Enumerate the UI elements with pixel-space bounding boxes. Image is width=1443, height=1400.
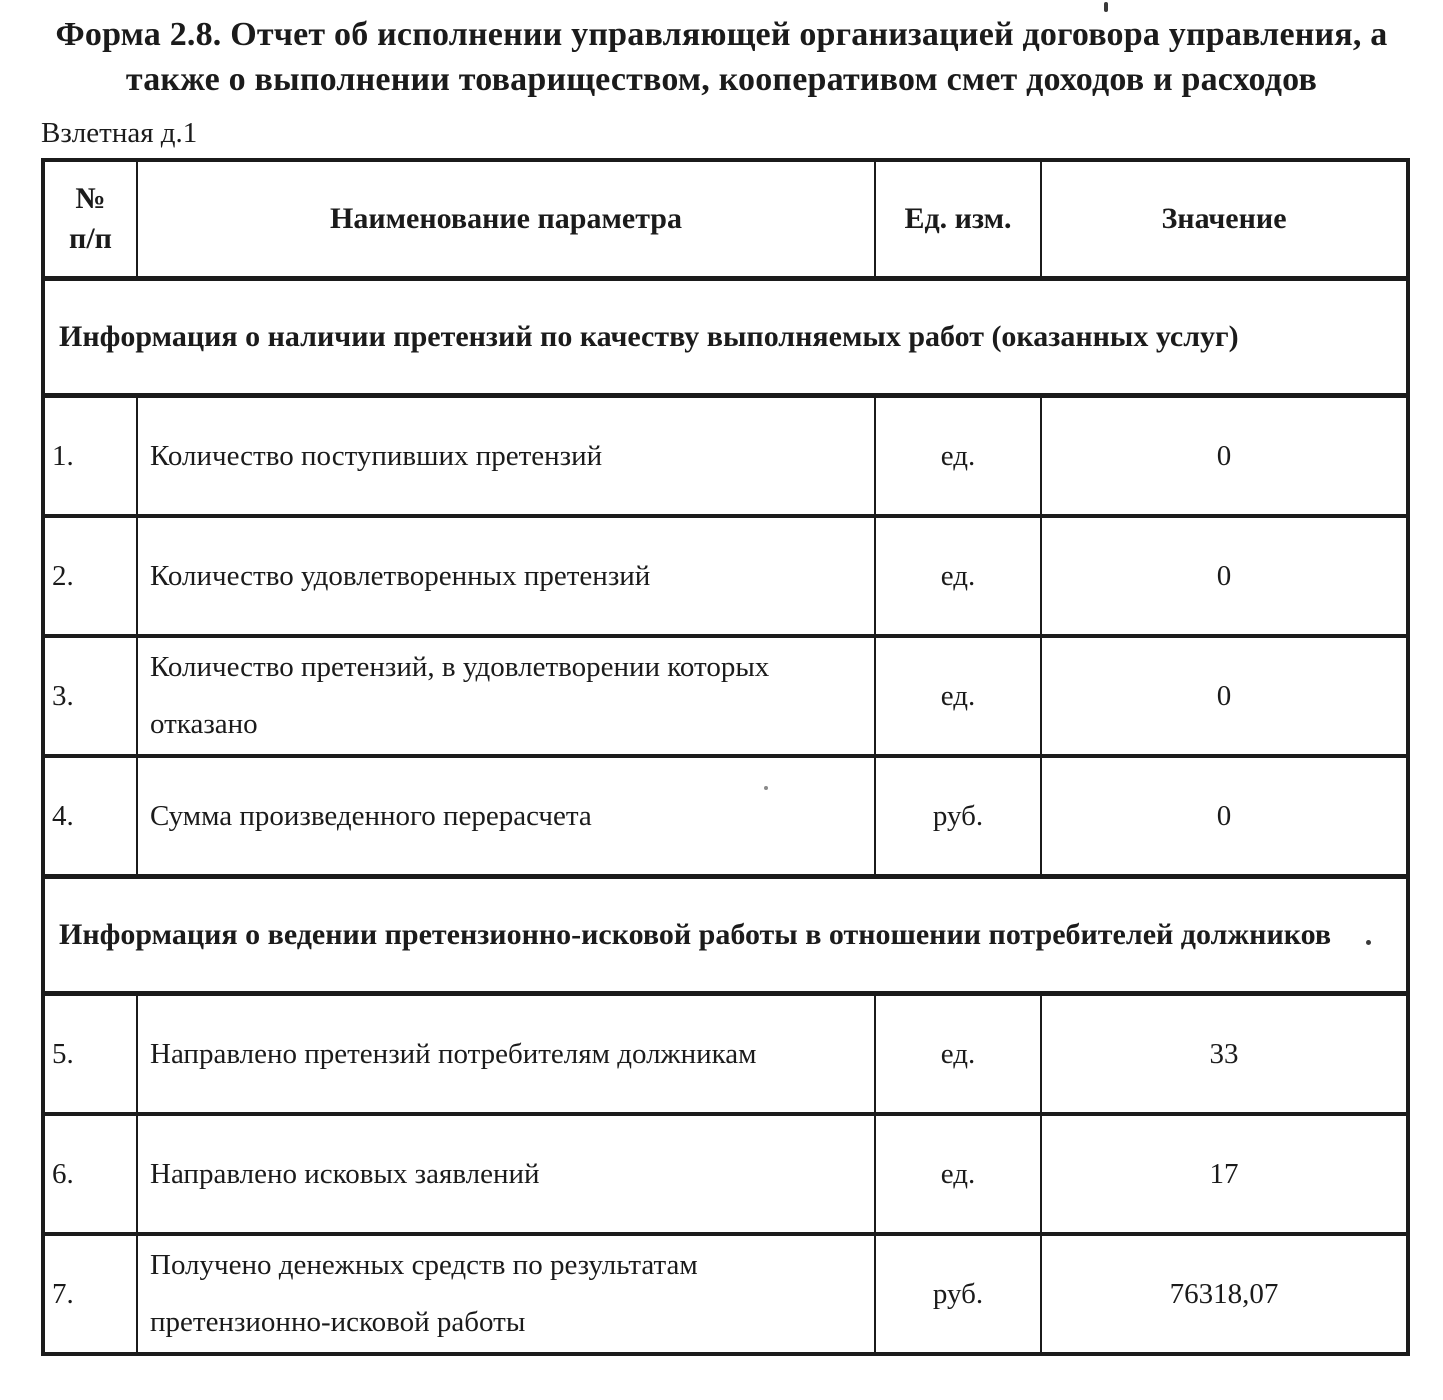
table-row-5 [43,994,1408,1115]
row-2-parameter: Количество удовлетворенных претензий [137,516,875,636]
header-cell-unit: Ед. изм. [875,160,1041,279]
row-3-parameter: Количество претензий, в удовлетворении которых отказано [137,636,875,756]
table-row-3 [43,636,1408,756]
row-3-unit: ед. [875,636,1041,756]
section-title-2: Информация о ведении претензионно-исковой работы в отношении потребителей должников [43,877,1408,994]
table-header-row [43,160,1408,279]
row-1-value: 0 [1041,396,1408,517]
table-row-7 [43,1234,1408,1354]
row-1-unit: ед. [875,396,1041,517]
table-row-2 [43,516,1408,636]
row-2-value: 0 [1041,516,1408,636]
table-row-1 [43,396,1408,517]
row-7-value: 76318,07 [1041,1234,1408,1354]
report-table [41,158,1410,1356]
row-3-number: 3. [43,636,137,756]
row-5-number: 5. [43,994,137,1115]
section-header-row-2 [43,877,1408,994]
row-1-number: 1. [43,396,137,517]
row-7-unit: руб. [875,1234,1041,1354]
header-cell-num [43,160,137,279]
row-7-parameter: Получено денежных средств по результатам претензионно-исковой работы [137,1234,875,1354]
section-title-1: Информация о наличии претензий по качеству выполняемых работ (оказанных услуг) [43,279,1408,396]
row-4-parameter: Сумма произведенного перерасчета [137,756,875,877]
row-5-value: 33 [1041,994,1408,1115]
scan-speck [1104,2,1108,12]
row-5-unit: ед. [875,994,1041,1115]
row-3-value: 0 [1041,636,1408,756]
document-title-line-2: также о выполнении товариществом, кооперативом смет доходов и расходов [125,61,1318,98]
row-6-number: 6. [43,1114,137,1234]
address-line: Взлетная д.1 [41,117,198,149]
document-title-line-1: Форма 2.8. Отчет об исполнении управляющей организацией договора управления, а [55,16,1388,53]
document-title [0,0,1443,102]
scan-speck [1366,940,1371,945]
row-6-value: 17 [1041,1114,1408,1234]
row-6-parameter: Направлено исковых заявлений [137,1114,875,1234]
header-cell-name: Наименование параметра [137,160,875,279]
row-7-number: 7. [43,1234,137,1354]
section-header-row-1 [43,279,1408,396]
table-row-6 [43,1114,1408,1234]
header-cell-value: Значение [1041,160,1408,279]
header-num-line-2: п/п [69,222,112,255]
row-1-parameter: Количество поступивших претензий [137,396,875,517]
row-5-parameter: Направлено претензий потребителям должникам [137,994,875,1115]
row-6-unit: ед. [875,1114,1041,1234]
row-2-number: 2. [43,516,137,636]
table-row-4 [43,756,1408,877]
scan-speck [764,786,768,790]
row-2-unit: ед. [875,516,1041,636]
header-num-line-1: № [75,182,106,215]
row-4-number: 4. [43,756,137,877]
row-4-value: 0 [1041,756,1408,877]
row-4-unit: руб. [875,756,1041,877]
